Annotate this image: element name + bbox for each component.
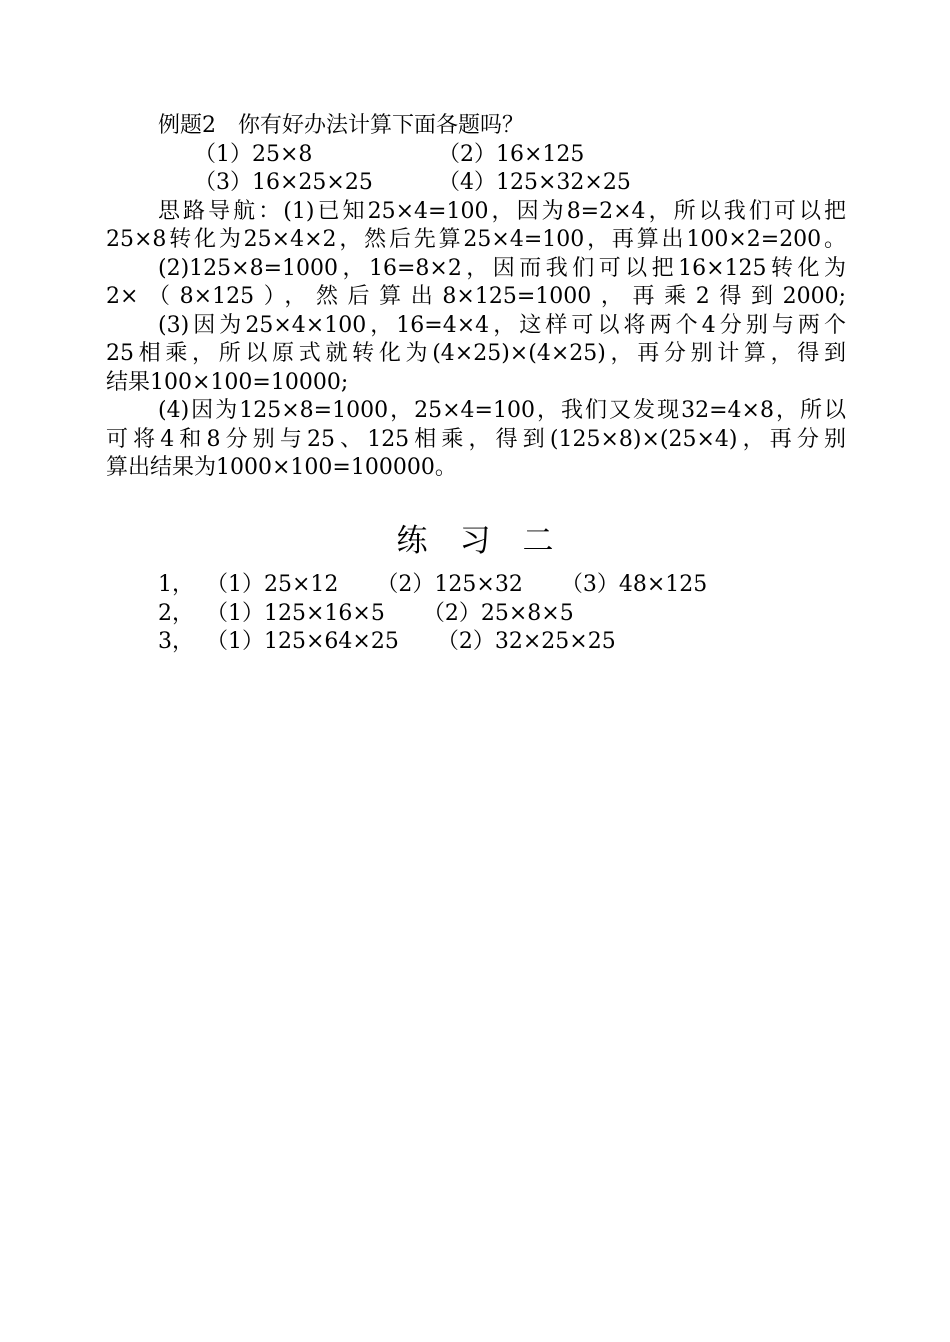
- solution-p3-line3: 结果100×100=10000;: [106, 369, 349, 395]
- example-problem-1: （1）25×8: [194, 141, 313, 167]
- example-section: [106, 112, 846, 483]
- solution-p4-line3: 算出结果为1000×100=100000。: [106, 455, 457, 480]
- exercise-part: （1）125×16×5: [206, 600, 385, 626]
- exercise-part: （2）32×25×25: [436, 629, 616, 654]
- solution-p4-line2: 可将4和8分别与25、125相乘，得到(125×8)×(25×4)，再分别: [106, 426, 846, 452]
- exercise-title: 练习二: [396, 523, 586, 559]
- example-problem-4: （4）125×32×25: [438, 170, 631, 195]
- example-problem-row: [106, 169, 846, 198]
- exercise-number: 3，: [158, 629, 194, 654]
- solution-p2-line1: (2)125×8=1000，16=8×2，因而我们可以把16×125转化为: [158, 255, 846, 281]
- exercise-item: [158, 600, 745, 629]
- exercise-part: （1）125×64×25: [206, 629, 399, 654]
- solution-p1-line1: 思路导航：(1)已知25×4=100，因为8=2×4，所以我们可以把: [158, 198, 846, 224]
- exercise-number: 2，: [158, 600, 194, 626]
- example-problem-row: [106, 141, 846, 170]
- solution-p4-line1: (4)因为125×8=1000，25×4=100，我们又发现32=4×8，所以: [158, 398, 846, 423]
- example-problem-2: （2）16×125: [438, 141, 585, 167]
- solution-p1-line2: 25×8转化为25×4×2，然后先算25×4=100，再算出100×2=200。: [106, 227, 846, 252]
- exercise-number: 1，: [158, 572, 194, 597]
- solution-p2-line2: 2×（8×125），然后算出8×125=1000，再乘2得到2000;: [106, 284, 846, 309]
- exercise-list: [158, 571, 745, 657]
- solution-p3-line2: 25相乘，所以原式就转化为(4×25)×(4×25)，再分别计算，得到: [106, 341, 846, 366]
- example-problem-3: （3）16×25×25: [194, 170, 373, 195]
- exercise-part: （2）125×32: [376, 572, 523, 597]
- exercise-part: （1）25×12: [206, 572, 339, 597]
- exercise-part: （2）25×8×5: [422, 600, 574, 626]
- solution-p3-line1: (3)因为25×4×100，16=4×4，这样可以将两个4分别与两个: [158, 312, 846, 338]
- exercise-item: [158, 628, 745, 657]
- exercise-item: [158, 571, 745, 600]
- exercise-part: （3）48×125: [560, 572, 708, 597]
- example-heading: 例题2 你有好办法计算下面各题吗？: [158, 113, 524, 138]
